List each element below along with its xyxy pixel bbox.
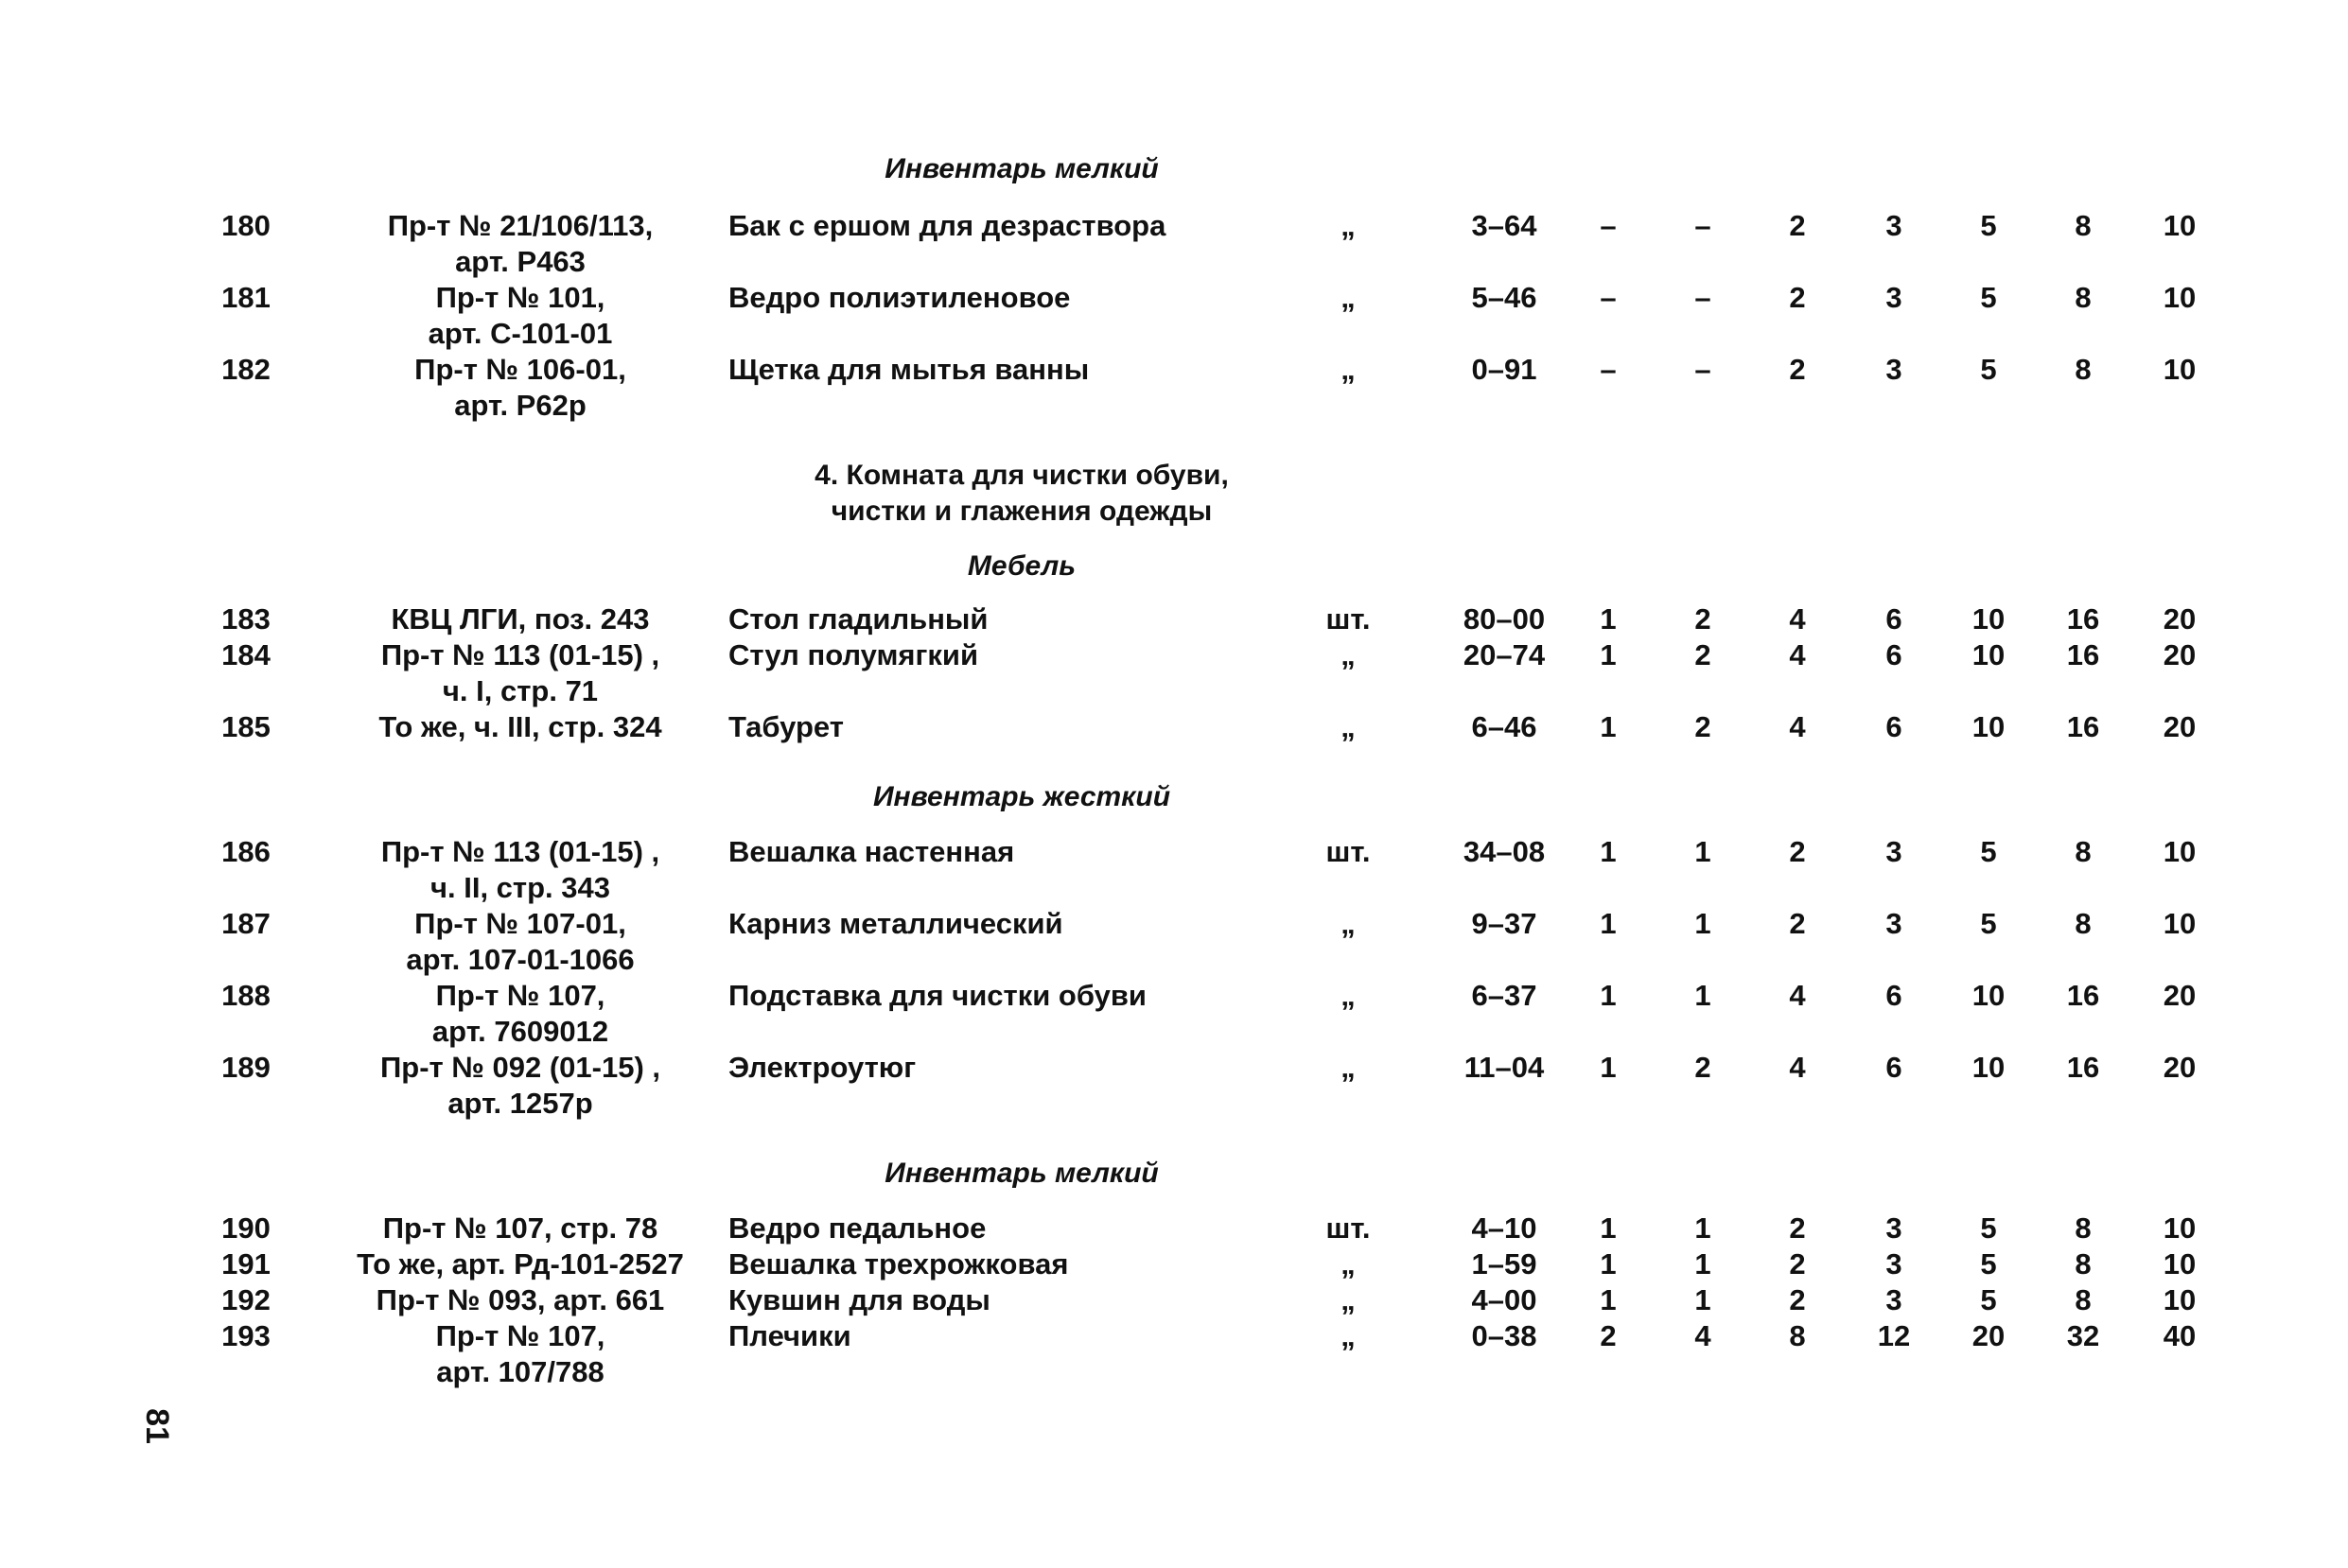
- item-source: [312, 352, 728, 424]
- quantity-cell: 2: [1789, 1283, 1806, 1316]
- item-source-line: КВЦ ЛГИ, поз. 243: [391, 602, 650, 636]
- quantity-cell: 5: [1980, 281, 1997, 314]
- table-row: [0, 1282, 2348, 1320]
- quantity-cell: 10: [2163, 1283, 2197, 1316]
- quantity-cell: 1: [1600, 1211, 1617, 1245]
- quantity-cell: 1: [1600, 602, 1617, 636]
- quantity-cell: 4: [1789, 602, 1806, 636]
- item-unit: „: [1340, 1051, 1356, 1084]
- item-price: 34–08: [1463, 835, 1546, 868]
- quantity-cell: 8: [2075, 281, 2092, 314]
- table-row: [0, 834, 2348, 904]
- item-source: [312, 709, 728, 745]
- item-name: Стол гладильный: [728, 602, 989, 636]
- item-source-line: Пр-т № 21/106/113,: [387, 209, 654, 242]
- table-row: [0, 637, 2348, 707]
- item-source-line: арт. 107/788: [436, 1355, 605, 1388]
- group-heading: Инвентарь мелкий: [885, 1158, 1159, 1189]
- item-number: 182: [221, 353, 271, 386]
- quantity-cell: 10: [2163, 353, 2197, 386]
- item-name: Ведро педальное: [728, 1211, 987, 1245]
- item-source: [312, 834, 728, 906]
- quantity-cell: 4: [1789, 979, 1806, 1012]
- item-name: Ведро полиэтиленовое: [728, 281, 1071, 314]
- quantity-cell: 2: [1789, 907, 1806, 940]
- item-unit: шт.: [1325, 602, 1371, 636]
- quantity-cell: 8: [2075, 353, 2092, 386]
- quantity-cell: 10: [2163, 835, 2197, 868]
- item-unit: „: [1340, 209, 1356, 242]
- item-source-line: арт. Р62р: [454, 389, 587, 422]
- item-price: 6–46: [1471, 710, 1537, 743]
- item-name: Бак с ершом для дезраствора: [728, 209, 1166, 242]
- quantity-cell: 1: [1600, 1247, 1617, 1281]
- item-source: [312, 1211, 728, 1246]
- quantity-cell: 1: [1600, 1283, 1617, 1316]
- quantity-cell: 10: [2163, 1247, 2197, 1281]
- table-row: [0, 1050, 2348, 1120]
- item-number: 189: [221, 1051, 271, 1084]
- item-number: 190: [221, 1211, 271, 1245]
- item-unit: „: [1340, 1319, 1356, 1352]
- item-source-line: арт. 107-01-1066: [406, 943, 635, 976]
- item-source-line: Пр-т № 106-01,: [414, 353, 626, 386]
- quantity-cell: 4: [1694, 1319, 1711, 1352]
- quantity-cell: 10: [1971, 710, 2006, 743]
- quantity-cell: 40: [2163, 1319, 2197, 1352]
- item-source-line: Пр-т № 107, стр. 78: [382, 1211, 658, 1245]
- quantity-cell: 10: [1971, 979, 2006, 1012]
- quantity-cell: 16: [2066, 979, 2100, 1012]
- item-source: [312, 208, 728, 280]
- quantity-cell: 5: [1980, 1283, 1997, 1316]
- table-row: [0, 1246, 2348, 1284]
- table-row: [0, 208, 2348, 278]
- group-heading: Инвентарь мелкий: [885, 153, 1159, 184]
- table-row: [0, 709, 2348, 747]
- quantity-cell: –: [1600, 353, 1617, 386]
- quantity-cell: 5: [1980, 835, 1997, 868]
- item-source: [312, 1318, 728, 1390]
- group-heading: Инвентарь жесткий: [872, 781, 1171, 812]
- item-source-line: Пр-т № 101,: [435, 281, 605, 314]
- quantity-cell: 5: [1980, 353, 1997, 386]
- quantity-cell: 16: [2066, 602, 2100, 636]
- quantity-cell: 1: [1600, 907, 1617, 940]
- item-number: 180: [221, 209, 271, 242]
- item-unit: шт.: [1325, 835, 1371, 868]
- item-source-line: арт. Р463: [455, 245, 586, 278]
- quantity-cell: 1: [1694, 1211, 1711, 1245]
- item-name: Вешалка настенная: [728, 835, 1015, 868]
- item-unit: „: [1340, 979, 1356, 1012]
- quantity-cell: 10: [1971, 1051, 2006, 1084]
- item-source-line: То же, арт. Рд-101-2527: [357, 1247, 684, 1281]
- item-price: 11–04: [1463, 1051, 1545, 1084]
- quantity-cell: 10: [2163, 209, 2197, 242]
- quantity-cell: 6: [1885, 1051, 1902, 1084]
- item-source-line: Пр-т № 107,: [435, 1319, 605, 1352]
- item-source: [312, 906, 728, 978]
- item-source-line: Пр-т № 107,: [435, 979, 605, 1012]
- item-number: 187: [221, 907, 271, 940]
- item-source: [312, 637, 728, 709]
- quantity-cell: 6: [1885, 979, 1902, 1012]
- quantity-cell: 1: [1600, 638, 1617, 671]
- item-number: 185: [221, 710, 271, 743]
- quantity-cell: 8: [2075, 835, 2092, 868]
- quantity-cell: 1: [1694, 907, 1711, 940]
- item-source-line: Пр-т № 107-01,: [414, 907, 626, 940]
- item-name: Плечики: [728, 1319, 851, 1352]
- quantity-cell: 4: [1789, 638, 1806, 671]
- item-source-line: арт. С-101-01: [428, 317, 613, 350]
- quantity-cell: 8: [2075, 1283, 2092, 1316]
- item-number: 181: [221, 281, 271, 314]
- quantity-cell: 4: [1789, 710, 1806, 743]
- item-source-line: арт. 1257р: [447, 1087, 593, 1120]
- quantity-cell: 8: [2075, 907, 2092, 940]
- quantity-cell: 20: [2163, 979, 2197, 1012]
- item-price: 0–38: [1471, 1319, 1537, 1352]
- quantity-cell: 5: [1980, 209, 1997, 242]
- item-number: 184: [221, 638, 271, 671]
- quantity-cell: 2: [1789, 1211, 1806, 1245]
- item-source-line: Пр-т № 093, арт. 661: [376, 1283, 665, 1316]
- quantity-cell: 20: [2163, 1051, 2197, 1084]
- item-source: [312, 1246, 728, 1282]
- section-title-line: 4. Комната для чистки обуви,: [815, 460, 1229, 491]
- quantity-cell: 2: [1789, 353, 1806, 386]
- quantity-cell: 32: [2066, 1319, 2100, 1352]
- quantity-cell: 3: [1885, 835, 1902, 868]
- item-source-line: ч. II, стр. 343: [430, 871, 610, 904]
- item-number: 193: [221, 1319, 271, 1352]
- item-name: Электроутюг: [728, 1051, 917, 1084]
- item-price: 9–37: [1471, 907, 1537, 940]
- quantity-cell: 3: [1885, 353, 1902, 386]
- item-number: 192: [221, 1283, 271, 1316]
- item-unit: „: [1340, 1283, 1356, 1316]
- item-number: 188: [221, 979, 271, 1012]
- quantity-cell: 16: [2066, 638, 2100, 671]
- quantity-cell: 2: [1694, 1051, 1711, 1084]
- quantity-cell: 2: [1789, 281, 1806, 314]
- quantity-cell: 2: [1789, 1247, 1806, 1281]
- item-source: [312, 978, 728, 1050]
- quantity-cell: 20: [2163, 710, 2197, 743]
- table-row: [0, 601, 2348, 639]
- quantity-cell: 2: [1789, 835, 1806, 868]
- quantity-cell: 8: [2075, 209, 2092, 242]
- group-heading: Мебель: [967, 550, 1077, 582]
- quantity-cell: 5: [1980, 1211, 1997, 1245]
- quantity-cell: 2: [1694, 638, 1711, 671]
- quantity-cell: 1: [1600, 835, 1617, 868]
- table-row: [0, 280, 2348, 350]
- quantity-cell: 16: [2066, 710, 2100, 743]
- item-source-line: Пр-т № 092 (01-15) ,: [380, 1051, 660, 1084]
- item-price: 4–00: [1471, 1283, 1537, 1316]
- item-name: Карниз металлический: [728, 907, 1063, 940]
- item-source: [312, 1050, 728, 1122]
- quantity-cell: –: [1694, 209, 1711, 242]
- table-row: [0, 1211, 2348, 1248]
- quantity-cell: 2: [1789, 209, 1806, 242]
- quantity-cell: 8: [2075, 1211, 2092, 1245]
- quantity-cell: 8: [1789, 1319, 1806, 1352]
- item-name: Щетка для мытья ванны: [728, 353, 1090, 386]
- quantity-cell: 10: [2163, 1211, 2197, 1245]
- item-source-line: То же, ч. III, стр. 324: [378, 710, 662, 743]
- section-title: [0, 458, 2043, 530]
- quantity-cell: 6: [1885, 638, 1902, 671]
- item-source: [312, 1282, 728, 1318]
- quantity-cell: 16: [2066, 1051, 2100, 1084]
- item-number: 186: [221, 835, 271, 868]
- quantity-cell: 6: [1885, 710, 1902, 743]
- quantity-cell: 3: [1885, 1283, 1902, 1316]
- item-name: Подставка для чистки обуви: [728, 979, 1147, 1012]
- quantity-cell: 2: [1600, 1319, 1617, 1352]
- quantity-cell: –: [1694, 281, 1711, 314]
- quantity-cell: 3: [1885, 1211, 1902, 1245]
- quantity-cell: 6: [1885, 602, 1902, 636]
- item-price: 0–91: [1471, 353, 1537, 386]
- item-number: 191: [221, 1247, 271, 1281]
- item-source: [312, 280, 728, 352]
- item-source-line: Пр-т № 113 (01-15) ,: [380, 638, 660, 671]
- item-price: 20–74: [1463, 638, 1546, 671]
- quantity-cell: –: [1600, 281, 1617, 314]
- item-unit: „: [1340, 710, 1356, 743]
- item-source-line: арт. 7609012: [431, 1015, 609, 1048]
- quantity-cell: 8: [2075, 1247, 2092, 1281]
- quantity-cell: 1: [1600, 979, 1617, 1012]
- quantity-cell: 20: [1971, 1319, 2006, 1352]
- table-row: [0, 352, 2348, 422]
- item-source-line: Пр-т № 113 (01-15) ,: [380, 835, 660, 868]
- quantity-cell: 2: [1694, 602, 1711, 636]
- page-number: 81: [139, 1408, 175, 1444]
- quantity-cell: 1: [1694, 1283, 1711, 1316]
- quantity-cell: 10: [2163, 907, 2197, 940]
- item-unit: „: [1340, 281, 1356, 314]
- quantity-cell: 5: [1980, 907, 1997, 940]
- quantity-cell: –: [1600, 209, 1617, 242]
- quantity-cell: 4: [1789, 1051, 1806, 1084]
- item-unit: „: [1340, 907, 1356, 940]
- quantity-cell: –: [1694, 353, 1711, 386]
- item-price: 6–37: [1471, 979, 1537, 1012]
- item-source: [312, 601, 728, 637]
- item-unit: „: [1340, 353, 1356, 386]
- quantity-cell: 1: [1694, 979, 1711, 1012]
- item-unit: шт.: [1325, 1211, 1371, 1245]
- quantity-cell: 3: [1885, 209, 1902, 242]
- quantity-cell: 1: [1694, 1247, 1711, 1281]
- quantity-cell: 2: [1694, 710, 1711, 743]
- item-source-line: ч. I, стр. 71: [442, 674, 599, 707]
- quantity-cell: 20: [2163, 602, 2197, 636]
- item-name: Вешалка трехрожковая: [728, 1247, 1069, 1281]
- quantity-cell: 20: [2163, 638, 2197, 671]
- quantity-cell: 5: [1980, 1247, 1997, 1281]
- quantity-cell: 3: [1885, 907, 1902, 940]
- item-price: 80–00: [1463, 602, 1546, 636]
- quantity-cell: 1: [1600, 1051, 1617, 1084]
- quantity-cell: 3: [1885, 281, 1902, 314]
- quantity-cell: 12: [1877, 1319, 1911, 1352]
- table-row: [0, 906, 2348, 976]
- item-name: Стул полумягкий: [728, 638, 979, 671]
- quantity-cell: 10: [1971, 602, 2006, 636]
- quantity-cell: 1: [1600, 710, 1617, 743]
- item-unit: „: [1340, 638, 1356, 671]
- item-name: Табурет: [728, 710, 844, 743]
- item-unit: „: [1340, 1247, 1356, 1281]
- item-number: 183: [221, 602, 271, 636]
- table-row: [0, 1318, 2348, 1388]
- item-price: 3–64: [1471, 209, 1537, 242]
- item-price: 4–10: [1471, 1211, 1537, 1245]
- item-price: 5–46: [1471, 281, 1537, 314]
- table-row: [0, 978, 2348, 1048]
- quantity-cell: 1: [1694, 835, 1711, 868]
- item-name: Кувшин для воды: [728, 1283, 990, 1316]
- quantity-cell: 3: [1885, 1247, 1902, 1281]
- item-price: 1–59: [1471, 1247, 1537, 1281]
- quantity-cell: 10: [2163, 281, 2197, 314]
- section-title-line: чистки и глажения одежды: [831, 496, 1213, 527]
- quantity-cell: 10: [1971, 638, 2006, 671]
